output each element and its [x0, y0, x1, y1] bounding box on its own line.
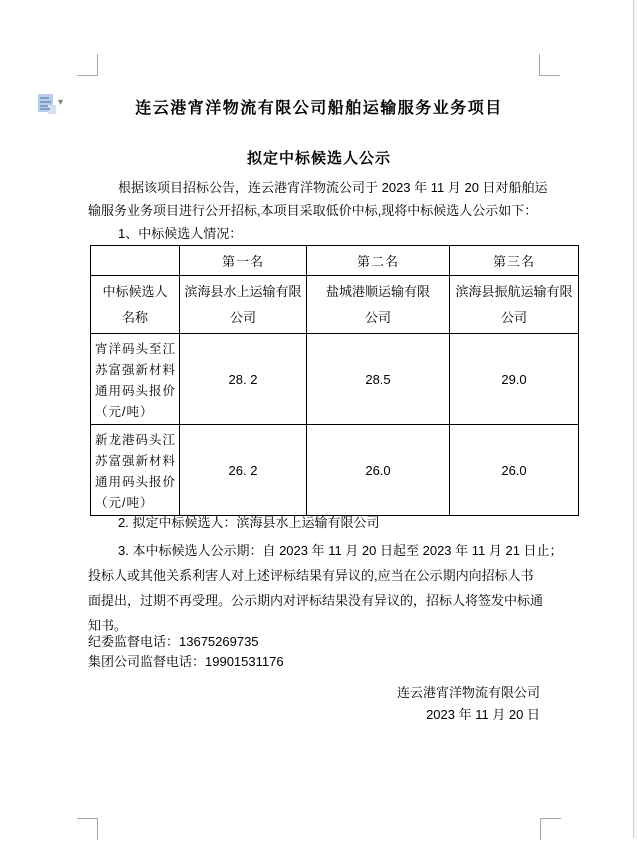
intro-paragraph	[88, 176, 562, 245]
price-cell: 28.5	[307, 334, 450, 425]
company-name-line: 盐城港顺运输有限	[325, 283, 430, 299]
table-row-price-1	[91, 334, 579, 425]
price-cell: 26. 2	[180, 425, 307, 516]
paste-options-icon[interactable]	[38, 94, 53, 112]
signoff-date: 2023 年 11 月 20 日	[426, 707, 540, 722]
row-header-line: 新龙港码头江	[95, 433, 177, 447]
table-row-candidate-names	[91, 276, 579, 334]
crop-mark-bottom-right-v	[540, 818, 541, 840]
row-header-price-1	[91, 334, 180, 425]
crop-mark-bottom-right-h	[540, 818, 561, 819]
crop-mark-top-left-h	[77, 75, 98, 76]
intro-line: 输服务业务项目进行公开招标,本项目采取低价中标,现将中标候选人公示如下：	[88, 203, 538, 218]
row-header-line: 中标候选人	[102, 283, 168, 299]
row-header-line: 苏富强新材料	[95, 454, 177, 468]
rank-header-3: 第三名	[450, 246, 579, 276]
row-header-candidate-name	[91, 276, 180, 334]
company-name-line: 公司	[229, 309, 256, 325]
crop-mark-bottom-left-v	[97, 818, 98, 840]
paste-icon-line	[40, 105, 48, 107]
rank-header-2: 第二名	[307, 246, 450, 276]
row-header-line: 通用码头报价	[95, 384, 177, 398]
crop-mark-top-left-v	[97, 54, 98, 76]
group-phone-line: 集团公司监督电话：19901531176	[88, 654, 284, 669]
company-name-line: 公司	[500, 309, 527, 325]
candidate-1-name	[180, 276, 307, 334]
table-row-price-2	[91, 425, 579, 516]
row-header-price-2	[91, 425, 180, 516]
discipline-phone-line: 纪委监督电话：13675269735	[88, 634, 259, 649]
item3-line: 知书。	[88, 618, 128, 633]
row-header-line: 宵洋码头至江	[95, 342, 177, 356]
rank-header-1: 第一名	[180, 246, 307, 276]
row-header-line: 名称	[121, 309, 148, 325]
row-header-line: （元/吨）	[95, 496, 154, 510]
table-corner-cell	[91, 246, 180, 276]
crop-mark-top-right-h	[539, 75, 560, 76]
company-name-line: 滨海县水上运输有限	[184, 283, 302, 299]
page-title: 连云港宵洋物流有限公司船舶运输服务业务项目	[135, 100, 503, 117]
item3-line: 3. 本中标候选人公示期：自 2023 年 11 月 20 日起至 2023 年 11 月 21 日止；	[118, 543, 563, 558]
item3-line: 投标人或其他关系利害人对上述评标结果有异议的,应当在公示期内向招标人书	[88, 568, 534, 583]
signoff-block	[88, 682, 540, 726]
bid-candidates-table	[90, 245, 579, 516]
company-name-line: 滨海县振航运输有限	[455, 283, 573, 299]
table-row-ranks	[91, 246, 579, 276]
company-name-line: 公司	[364, 309, 391, 325]
crop-mark-top-right-v	[539, 54, 540, 76]
item3-line: 面提出，过期不再受理。公示期内对评标结果没有异议的，招标人将签发中标通	[88, 593, 544, 608]
candidate-3-name	[450, 276, 579, 334]
price-cell: 28. 2	[180, 334, 307, 425]
paste-icon-line	[40, 101, 51, 103]
paste-icon-line	[40, 108, 50, 110]
crop-mark-bottom-left-h	[77, 818, 98, 819]
row-header-line: 通用码头报价	[95, 475, 177, 489]
price-cell: 26.0	[307, 425, 450, 516]
price-cell: 26.0	[450, 425, 579, 516]
page-edge-line	[633, 0, 634, 838]
price-cell: 29.0	[450, 334, 579, 425]
candidate-2-name	[307, 276, 450, 334]
intro-line: 根据该项目招标公告，连云港宵洋物流公司于 2023 年 11 月 20 日对船舶运	[118, 180, 548, 195]
row-header-line: （元/吨）	[95, 405, 154, 419]
list-item-2: 2. 拟定中标候选人：滨海县水上运输有限公司	[118, 515, 380, 530]
paste-options-dropdown-icon[interactable]: ▾	[58, 97, 64, 108]
list-item-3-paragraph	[88, 538, 562, 638]
signoff-company: 连云港宵洋物流有限公司	[396, 685, 540, 700]
supervision-phones	[88, 632, 284, 672]
paste-icon-line	[40, 97, 49, 99]
page-subtitle: 拟定中标候选人公示	[246, 150, 391, 167]
list-item-1: 1、中标候选人情况：	[118, 226, 243, 241]
row-header-line: 苏富强新材料	[95, 363, 177, 377]
